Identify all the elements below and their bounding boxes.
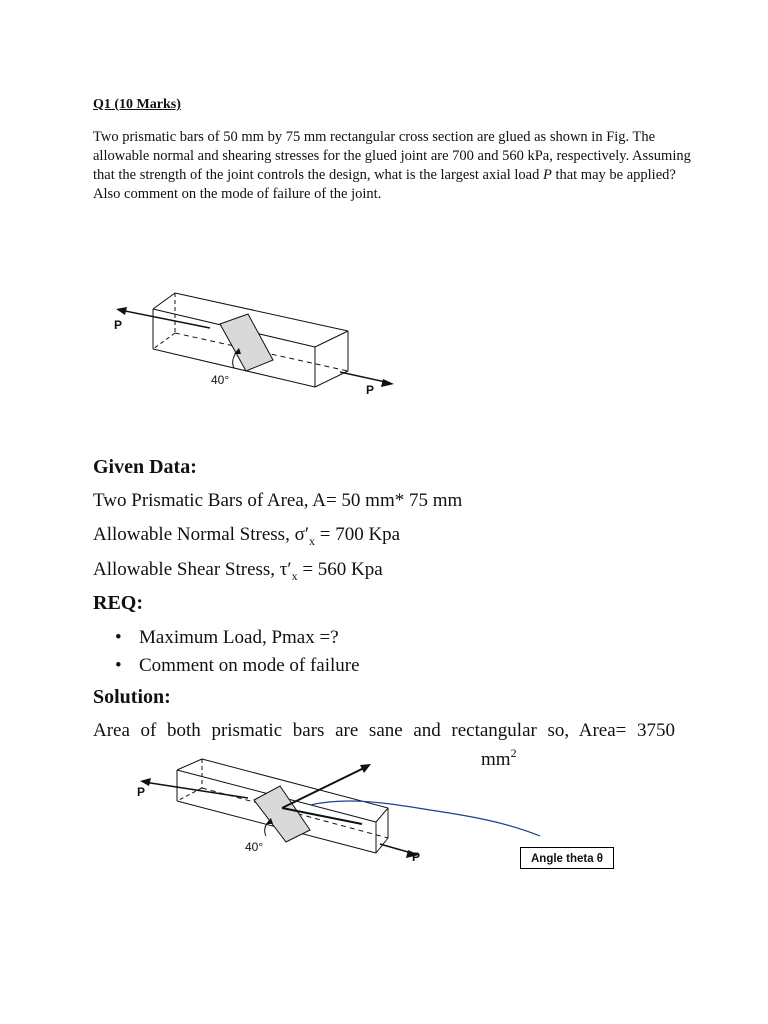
glued-joint xyxy=(220,314,273,371)
unit-text: mm xyxy=(481,749,511,770)
shear-stress-value: = 560 Kpa xyxy=(297,559,383,580)
hand-drawn-curve xyxy=(310,801,540,836)
req-item: • Maximum Load, Pmax =? xyxy=(93,626,360,654)
solution-heading: Solution: xyxy=(93,686,171,708)
load-label-right: P xyxy=(366,383,375,397)
angle-label: 40° xyxy=(245,840,264,854)
normal-vector-arrow xyxy=(282,767,366,808)
load-symbol: P xyxy=(542,167,552,183)
load-label-right: P xyxy=(412,850,421,864)
given-heading: Given Data: xyxy=(93,456,197,478)
annotated-bars-figure xyxy=(130,758,550,866)
question-title: Q1 (10 Marks) xyxy=(93,97,181,112)
shear-stress-subscript: x xyxy=(291,568,298,583)
given-shear-stress xyxy=(93,559,383,584)
question-text-part1: Two prismatic bars of 50 mm by 75 mm rectangular cross section are glued as shown in Fig. The allowable normal and shearing stresses for the glued joint are 700 and 560 kPa, respectively. Assuming that the strength of the joint controls the design, what is the largest axial load xyxy=(93,129,691,183)
glued-bars-figure xyxy=(108,284,398,402)
req-item: • Comment on mode of failure xyxy=(93,654,360,682)
req-list xyxy=(93,626,360,682)
unit-superscript: 2 xyxy=(510,746,517,760)
given-area: Two Prismatic Bars of Area, A= 50 mm* 75 mm xyxy=(93,490,463,511)
question-text-part2: that may be applied? Also comment on the mode of failure of the joint. xyxy=(93,167,676,202)
shear-stress-label: Allowable Shear Stress, τ′ xyxy=(93,559,292,580)
normal-stress-label: Allowable Normal Stress, σ′ xyxy=(93,524,309,545)
req-heading: REQ: xyxy=(93,592,143,614)
load-label-left: P xyxy=(137,785,146,799)
angle-label: 40° xyxy=(211,373,230,387)
load-label-left: P xyxy=(114,318,123,332)
given-normal-stress xyxy=(93,524,400,549)
normal-stress-value: = 700 Kpa xyxy=(314,524,401,545)
question-text xyxy=(93,128,703,204)
solution-area-line: Area of both prismatic bars are sane and rectangular so, Area= 3750 xyxy=(93,720,675,741)
angle-callout-box: Angle theta θ xyxy=(520,847,614,869)
normal-stress-subscript: x xyxy=(308,533,315,548)
glued-joint xyxy=(254,786,310,842)
